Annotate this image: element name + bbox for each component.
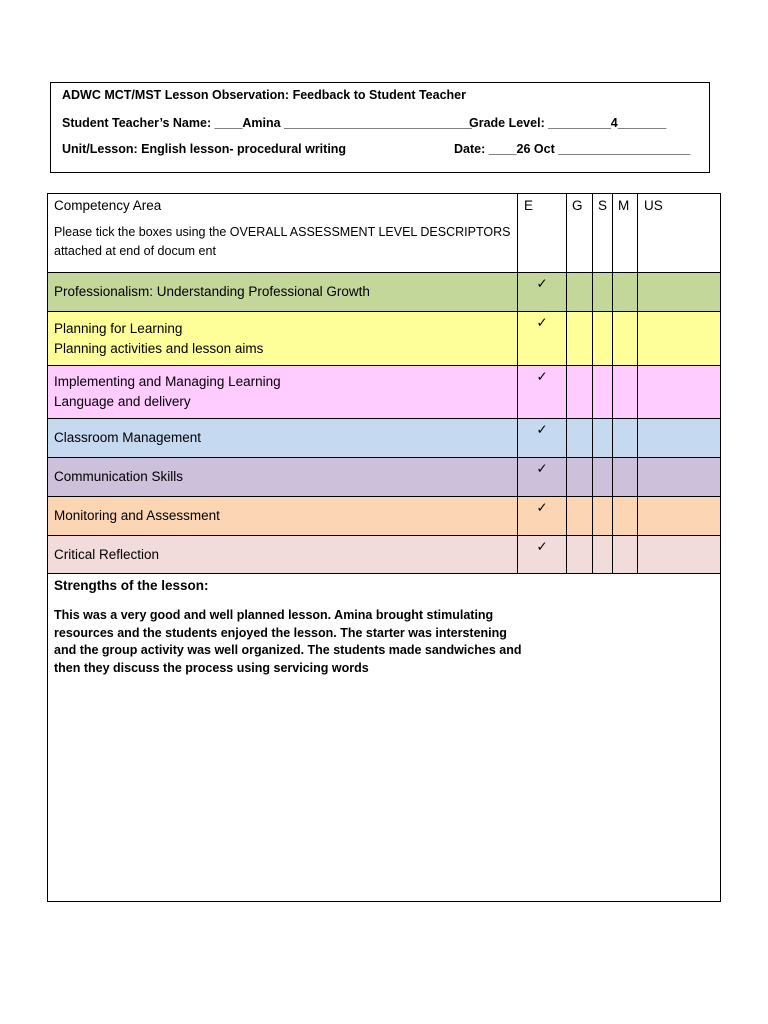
tick-box-s[interactable] <box>593 458 613 497</box>
col-header-s: S <box>593 194 613 273</box>
tick-box-m[interactable] <box>613 366 638 419</box>
row-cell <box>48 497 518 536</box>
tick-box-e[interactable]: ✓ <box>518 497 567 536</box>
competency-instructions: Please tick the boxes using the OVERALL ASSESSMENT LEVEL DESCRIPTORS attached at end of docum ent <box>54 225 511 258</box>
strengths-title: Strengths of the lesson: <box>54 578 209 593</box>
col-header-us: US <box>638 194 721 273</box>
unit-lesson-field: Unit/Lesson: English lesson- procedural writing <box>62 142 347 156</box>
student-name-field: Student Teacher’s Name: ____Amina ___________________________ <box>62 116 472 130</box>
row-cell <box>48 536 518 574</box>
strengths-row <box>48 574 721 902</box>
row-sublabel: Planning activities and lesson aims <box>54 340 264 356</box>
row-cell <box>48 458 518 497</box>
tick-box-g[interactable] <box>567 536 593 574</box>
tick-box-us[interactable] <box>638 273 721 312</box>
tick-box-s[interactable] <box>593 419 613 458</box>
row-label: Implementing and Managing Learning <box>54 374 281 389</box>
tick-box-us[interactable] <box>638 366 721 419</box>
tick-box-s[interactable] <box>593 497 613 536</box>
tick-box-g[interactable] <box>567 458 593 497</box>
row-cell <box>48 366 518 419</box>
header-row <box>48 194 721 273</box>
tick-box-m[interactable] <box>613 419 638 458</box>
tick-box-e[interactable]: ✓ <box>518 366 567 419</box>
col-header-e: E <box>518 194 567 273</box>
row-label: Monitoring and Assessment <box>54 508 220 523</box>
tick-box-us[interactable] <box>638 419 721 458</box>
competency-table <box>47 193 721 902</box>
tick-box-us[interactable] <box>638 536 721 574</box>
tick-box-e[interactable]: ✓ <box>518 458 567 497</box>
tick-box-us[interactable] <box>638 497 721 536</box>
tick-box-m[interactable] <box>613 497 638 536</box>
table-row <box>48 419 721 458</box>
row-label: Professionalism: Understanding Professional Growth <box>54 284 370 299</box>
table-row <box>48 458 721 497</box>
tick-box-us[interactable] <box>638 458 721 497</box>
tick-box-m[interactable] <box>613 536 638 574</box>
row-label: Communication Skills <box>54 469 184 484</box>
table-row <box>48 366 721 419</box>
tick-box-m[interactable] <box>613 273 638 312</box>
tick-box-s[interactable] <box>593 273 613 312</box>
table-row <box>48 273 721 312</box>
tick-box-e[interactable]: ✓ <box>518 273 567 312</box>
col-header-g: G <box>567 194 593 273</box>
tick-box-g[interactable] <box>567 312 593 366</box>
date-field: Date: ____26 Oct ___________________ <box>454 142 691 156</box>
grade-level-field: Grade Level: _________4_______ <box>469 116 667 130</box>
tick-box-s[interactable] <box>593 536 613 574</box>
tick-box-us[interactable] <box>638 312 721 366</box>
tick-box-s[interactable] <box>593 312 613 366</box>
row-label: Classroom Management <box>54 430 202 445</box>
competency-area-title: Competency Area <box>54 198 162 213</box>
tick-box-g[interactable] <box>567 273 593 312</box>
strengths-text: This was a very good and well planned lesson. Amina brought stimulating resources and the students enjoyed the lesson. The starter was interstening and the group activity was well organized. The students made sandwiches and then they discuss the process using servicing words <box>54 608 522 675</box>
header-box <box>50 82 710 173</box>
row-label: Planning for Learning <box>54 320 183 336</box>
col-header-m: M <box>613 194 638 273</box>
row-label: Critical Reflection <box>54 546 160 562</box>
tick-box-m[interactable] <box>613 312 638 366</box>
row-cell <box>48 273 518 312</box>
tick-box-g[interactable] <box>567 366 593 419</box>
row-sublabel: Language and delivery <box>54 394 191 409</box>
row-cell <box>48 312 518 366</box>
form-title: ADWC MCT/MST Lesson Observation: Feedback to Student Teacher <box>62 88 466 102</box>
tick-box-e[interactable]: ✓ <box>518 419 567 458</box>
tick-box-g[interactable] <box>567 419 593 458</box>
tick-box-g[interactable] <box>567 497 593 536</box>
table-row <box>48 497 721 536</box>
tick-box-e[interactable]: ✓ <box>518 312 567 366</box>
row-cell <box>48 419 518 458</box>
table-row <box>48 536 721 574</box>
tick-box-e[interactable]: ✓ <box>518 536 567 574</box>
table-row <box>48 312 721 366</box>
strengths-cell[interactable] <box>48 574 721 902</box>
tick-box-s[interactable] <box>593 366 613 419</box>
competency-header-cell <box>48 194 518 273</box>
tick-box-m[interactable] <box>613 458 638 497</box>
